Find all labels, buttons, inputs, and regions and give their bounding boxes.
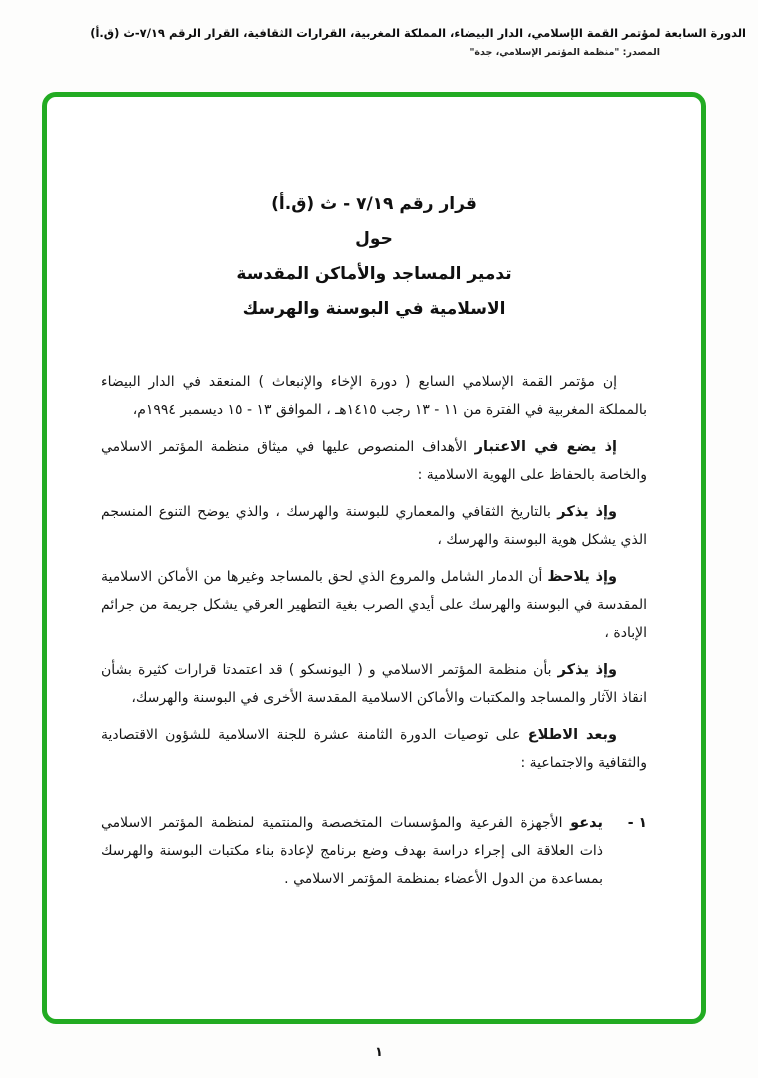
paragraph-text: إن مؤتمر القمة الإسلامي السابع ( دورة الإخاء والإنبعاث ) المنعقد في الدار البيضاء بالمملكة المغربية في الفترة من ١١ - ١٣ رجب ١٤١٥هـ ، الموافق ١٣ - ١٥ ديسمبر ١٩٩٤م،: [101, 374, 647, 419]
document-header: [12, 26, 746, 58]
title-resolution-number: قرار رقم ٧/١٩ - ث (ق.أ): [271, 194, 477, 214]
paragraph-having-reviewed: [101, 721, 647, 777]
item-text-block: [101, 809, 603, 893]
header-citation: الدورة السابعة لمؤتمر القمة الإسلامي، الدار البيضاء، المملكة المغربية، القرارات الثقافية، القرار الرقم ٧/١٩-ث (ق.أ): [90, 26, 746, 40]
resolution-title-block: [101, 187, 647, 326]
paragraph-recalling-heritage: [101, 498, 647, 554]
header-source: المصدر: "منظمة المؤتمر الإسلامي، جدة": [469, 47, 660, 58]
document-frame: [42, 92, 706, 1024]
item-number: ١ -: [627, 815, 647, 832]
paragraph-noting-destruction: [101, 563, 647, 647]
item-lead: يدعو: [570, 815, 603, 832]
paragraph-lead: وإذ يذكر: [557, 662, 617, 679]
item-text: الأجهزة الفرعية والمؤسسات المتخصصة والمنتمية لمنظمة المؤتمر الاسلامي ذات العلاقة الى إجراء دراسة بهدف وضع برنامج لإعادة بناء مكتبات البوسنة والهرسك بمساعدة من الدول الأعضاء بمنظمة المؤتمر الاسلامي .: [101, 815, 603, 888]
paragraph-text: بالتاريخ الثقافي والمعماري للبوسنة والهرسك ، والذي يوضح التنوع المنسجم الذي يشكل هوية البوسنة والهرسك ،: [101, 504, 647, 549]
paragraph-text: الأهداف المنصوص عليها في ميثاق منظمة المؤتمر الاسلامي والخاصة بالحفاظ على الهوية الاسلامية :: [101, 439, 647, 484]
paragraph-lead: وإذ يلاحظ: [547, 569, 618, 586]
page-number: ١: [375, 1045, 383, 1060]
document-body: [101, 368, 647, 893]
paragraph-text: أن الدمار الشامل والمروع الذي لحق بالمساجد وغيرها من الأماكن الاسلامية المقدسة في البوسنة والهرسك على أيدي الصرب بغية التطهير العرقي يشكل جريمة من جرائم الإبادة ،: [101, 569, 647, 642]
paragraph-text: على توصيات الدورة الثامنة عشرة للجنة الاسلامية للشؤون الاقتصادية والثقافية والاجتماعية :: [101, 727, 647, 772]
paragraph-text: بأن منظمة المؤتمر الاسلامي و ( اليونسكو ) قد اعتمدتا قرارات كثيرة بشأن انقاذ الآثار والمساجد والمكتبات والأماكن الاسلامية المقدسة الأخرى في البوسنة والهرسك،: [101, 662, 647, 707]
paragraph-lead: وبعد الاطلاع: [527, 727, 618, 744]
paragraph-considering: [101, 433, 647, 489]
paragraph-recalling-resolutions: [101, 656, 647, 712]
operative-item-1: [101, 809, 647, 893]
title-about-word: حول: [355, 228, 393, 249]
title-subject-line-1: تدمير المساجد والأماكن المقدسة: [236, 263, 512, 284]
paragraph-preamble: [101, 368, 647, 424]
paragraph-lead: وإذ يذكر: [557, 504, 617, 521]
paragraph-lead: إذ يضع في الاعتبار: [474, 439, 617, 456]
title-subject-line-2: الاسلامية في البوسنة والهرسك: [242, 298, 506, 319]
